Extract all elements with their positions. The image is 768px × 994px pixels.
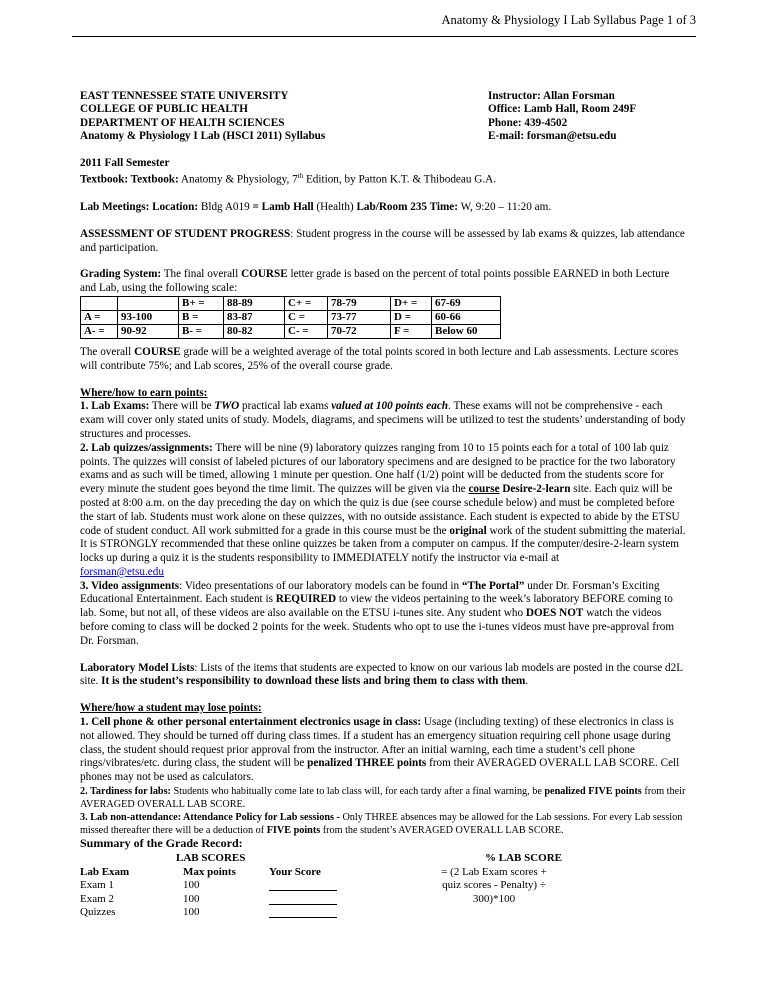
score-blank[interactable] [269,906,337,918]
grade-range: 90-92 [118,324,179,338]
course-title: Anatomy & Physiology I Lab (HSCI 2011) Syllabus [80,130,326,143]
grade-letter: C = [285,310,328,324]
col-header-your-score: Your Score [269,865,321,878]
summary-col-item [80,866,129,920]
tardiness-text-1: Students who habitually come late to lab class will, for each tardy after a final warning, be [170,786,545,798]
video-portal: “The Portal” [461,579,525,592]
textbook-authors: Edition, by Patton K.T. & Thibodeau G.A. [303,174,497,187]
department-name: DEPARTMENT OF HEALTH SCIENCES [80,116,285,129]
lab-exams-text-3: . These exams will not be comprehensive - each exam will cover only stated units of study. Models, diagrams, and specimens will be utilized to test the students’ understanding of body structures and processes. [80,400,686,440]
lab-building: Bldg A019 [198,200,253,213]
grade-letter: D+ = [391,296,432,310]
grade-row [81,324,501,338]
grade-letter: C- = [285,324,328,338]
grade-summary [80,852,688,942]
col-header-max-points: Max points [183,865,236,878]
quiz-original: original [449,524,487,537]
grading-label: Grading System: [80,268,162,281]
grade-range: 78-79 [328,296,391,310]
col-header-lab-exam: Lab Exam [80,865,130,878]
weighted-text-2: grade will be a weighted average of the total points scored in both lecture and Lab assessments. Lecture scores will contribute 75%; and Lab scores, 25% of the overall course grade. [80,345,679,372]
grade-letter: A- = [81,324,118,338]
college-name: COLLEGE OF PUBLIC HEALTH [80,103,248,116]
summary-row-label: Exam 1 [80,879,114,892]
grade-letter: A = [81,310,118,324]
grading-system [80,268,688,296]
grade-letter: F = [391,324,432,338]
instructor-office: Office: Lamb Hall, Room 249F [488,103,637,116]
lab-exams-text-1: There will be [149,400,215,413]
grade-range: 60-66 [432,310,501,324]
quiz-d2l: Desire-2-learn [499,483,571,496]
lose-points-heading: Where/how a student may lose points: [80,702,262,715]
video-label: 3. Video assignments [80,579,180,592]
earn-points-heading: Where/how to earn points: [80,386,208,399]
pct-formula: = (2 Lab Exam scores + quiz scores - Penalty) ÷ 300)*100 [441,865,547,905]
grade-letter: B+ = [179,296,224,310]
weighted-average [80,346,688,374]
lab-quizzes-item [80,442,688,580]
attendance-text-1: Only THREE absences may be allowed for the Lab sessions. For every Lab session missed thereafter there will be a deduction of [80,812,683,837]
grading-text-2: letter grade is based on the percent of total points possible EARNED in both Lecture and Lab, using the following scale: [80,268,670,295]
grade-range: Below 60 [432,324,501,338]
document-body [80,90,688,942]
grade-letter: C+ = [285,296,328,310]
model-lists-bold: It is the student’s responsibility to download these lists and bring them to class with them [101,675,526,688]
semester: 2011 Fall Semester [80,156,170,169]
video-required: REQUIRED [275,593,337,606]
grade-range: 83-87 [224,310,285,324]
instructor-block [488,90,688,144]
lab-scores-title: LAB SCORES [176,851,246,864]
summary-col-score [269,866,337,920]
weighted-course: COURSE [134,345,181,358]
assessment-label: ASSESSMENT OF STUDENT PROGRESS [80,227,291,240]
attendance-penalty: FIVE points [266,825,321,837]
cell-phone-text-2: from their AVERAGED OVERALL LAB SCORE. Cell phones may not be used as calculators. [80,757,680,784]
instructor-name: Instructor: Allan Forsman [488,90,615,102]
summary-max-value: 100 [183,879,200,892]
assessment [80,228,688,256]
university-name: EAST TENNESSEE STATE UNIVERSITY [80,90,289,102]
cell-phone-text-1: Usage (including texting) of these electronics in class is not allowed. They should be turned off during class times. If a student has an emergency situation requiring cell phone usage during class, the student should request prior approval from the instructor. After an initial warning, each time a student’s cell phone rings/vibrates/etc. during class, the student will be [80,716,674,770]
quiz-course: course [468,483,500,496]
grade-row [81,310,501,324]
attendance-text-2: from the student’s AVERAGED OVERALL LAB SCORE. [320,825,564,837]
textbook [80,170,688,188]
grading-course: COURSE [241,268,288,281]
attendance-item [80,811,688,837]
grade-range: 80-82 [224,324,285,338]
lab-quizzes-text-3: work of the student submitting the material. It is STRONGLY recommended that these online quizzes be taken from a computer on campus. If the computer/desire-2-learn system locks up during a quiz it is the students responsibility to IMMEDIATELY notify the instructor via e-mail at [80,524,686,565]
lab-meetings-label: Lab Meetings: Location: [80,200,199,213]
summary-heading: Summary of the Grade Record: [80,836,243,851]
summary-max-value: 100 [183,906,200,919]
textbook-title: Anatomy & Physiology, 7 [178,174,298,187]
instructor-email: E-mail: forsman@etsu.edu [488,130,617,143]
weighted-text-1: The overall [80,345,135,358]
lab-exams-valued: valued at 100 points each [331,400,449,413]
grade-scale-table [80,296,501,339]
header-rule [72,36,696,37]
instructor-email-link[interactable]: forsman@etsu.edu [80,565,164,578]
score-blank[interactable] [269,879,337,891]
summary-col-max [183,866,236,920]
summary-row-label: Quizzes [80,906,116,919]
lab-health: (Health) [313,200,357,213]
attendance-label: 3. Lab non-attendance: Attendance Policy for Lab sessions - [80,812,340,824]
lab-meetings [80,201,688,215]
lab-hall: = Lamb Hall [252,200,314,213]
grade-range: 67-69 [432,296,501,310]
lab-exams-item [80,400,688,441]
lab-exams-two: TWO [214,400,240,413]
video-not: DOES NOT [525,607,584,620]
grading-text-1: The final overall [161,268,242,281]
grade-letter: B = [179,310,224,324]
letterhead [80,90,688,144]
grade-letter [81,296,118,310]
summary-max-value: 100 [183,892,200,905]
video-text-4: watch the videos before coming to class will be docked 2 points for the week. Students who opt to use the i-tunes videos must have pre-approval from Dr. Forsman. [80,607,675,647]
grade-row [81,296,501,310]
video-text-3: to view the videos pertaining to the week’s laboratory BEFORE coming to lab. Some, but not all, of these videos are also available on the ETSU i-tunes site. Any student who [80,593,673,620]
tardiness-item [80,785,688,811]
lab-exams-label: 1. Lab Exams: [80,400,150,413]
model-lists-text-2: . [525,675,529,688]
video-item [80,580,688,649]
grade-range: 70-72 [328,324,391,338]
textbook-label: Textbook: Textbook: [80,174,179,187]
grade-letter: B- = [179,324,224,338]
edition-sup: th [297,172,304,181]
grade-letter: D = [391,310,432,324]
cell-phone-item [80,716,688,785]
summary-row-label: Exam 2 [80,892,114,905]
score-blank[interactable] [269,893,337,905]
tardiness-text-2: from their AVERAGED OVERALL LAB SCORE. [80,786,686,811]
cell-phone-label: 1. Cell phone & other personal entertainment electronics usage in class: [80,716,422,729]
grade-range: 88-89 [224,296,285,310]
instructor-phone: Phone: 439-4502 [488,116,568,129]
model-lists [80,662,688,690]
lab-quizzes-text-2: site. Each quiz will be posted at 8:00 a.m. on the day preceding the day on which the quiz is due (see course schedule below) and must be completed before the start of lab. Students must work alone on these quizzes, with no outside assistance. Each student is expected to abide by the ETSU code of student conduct. All work submitted for a grade in this course must be the [80,483,680,537]
grade-range: 73-77 [328,310,391,324]
tardiness-label: 2. Tardiness for labs: [80,786,171,798]
pct-lab-score-title: % LAB SCORE [485,851,563,864]
model-lists-text-1: : Lists of the items that students are expected to know on our various lab models are posted in the course d2L site. [80,661,683,688]
grade-range: 93-100 [118,310,179,324]
lab-time: W, 9:20 – 11:20 am. [457,200,552,213]
video-text-2: under Dr. Forsman’s Exciting Educational Entertainment. Each student is [80,579,660,606]
lab-quizzes-label: 2. Lab quizzes/assignments: [80,441,213,454]
assessment-text: : Student progress in the course will be assessed by lab exams & quizzes, lab attendance and participation. [80,227,685,254]
lab-quizzes-text-1: There will be nine (9) laboratory quizzes ranging from 10 to 15 points each for a total of 100 lab quiz points. The quizzes will consist of labeled pictures of our laboratory specimens and are designed to be practice for the two laboratory exams and as such will be timed, allowing 1 minute per question. One half (1/2) point will be deducted from the students score for every minute the student goes beyond the time limit. The quizzes will be given via the [80,441,676,496]
model-lists-label: Laboratory Model Lists [80,661,195,674]
cell-phone-penalty: penalized THREE points [307,757,427,770]
institution-block [80,90,410,144]
lab-room-label: Lab/Room 235 Time: [356,200,458,213]
tardiness-penalty: penalized FIVE points [544,786,642,798]
grade-range [118,296,179,310]
video-text-1: : Video presentations of our laboratory models can be found in [179,579,462,592]
lab-exams-text-2: practical lab exams [239,400,332,413]
running-header: Anatomy & Physiology I Lab Syllabus Page 1 of 3 [441,13,696,27]
